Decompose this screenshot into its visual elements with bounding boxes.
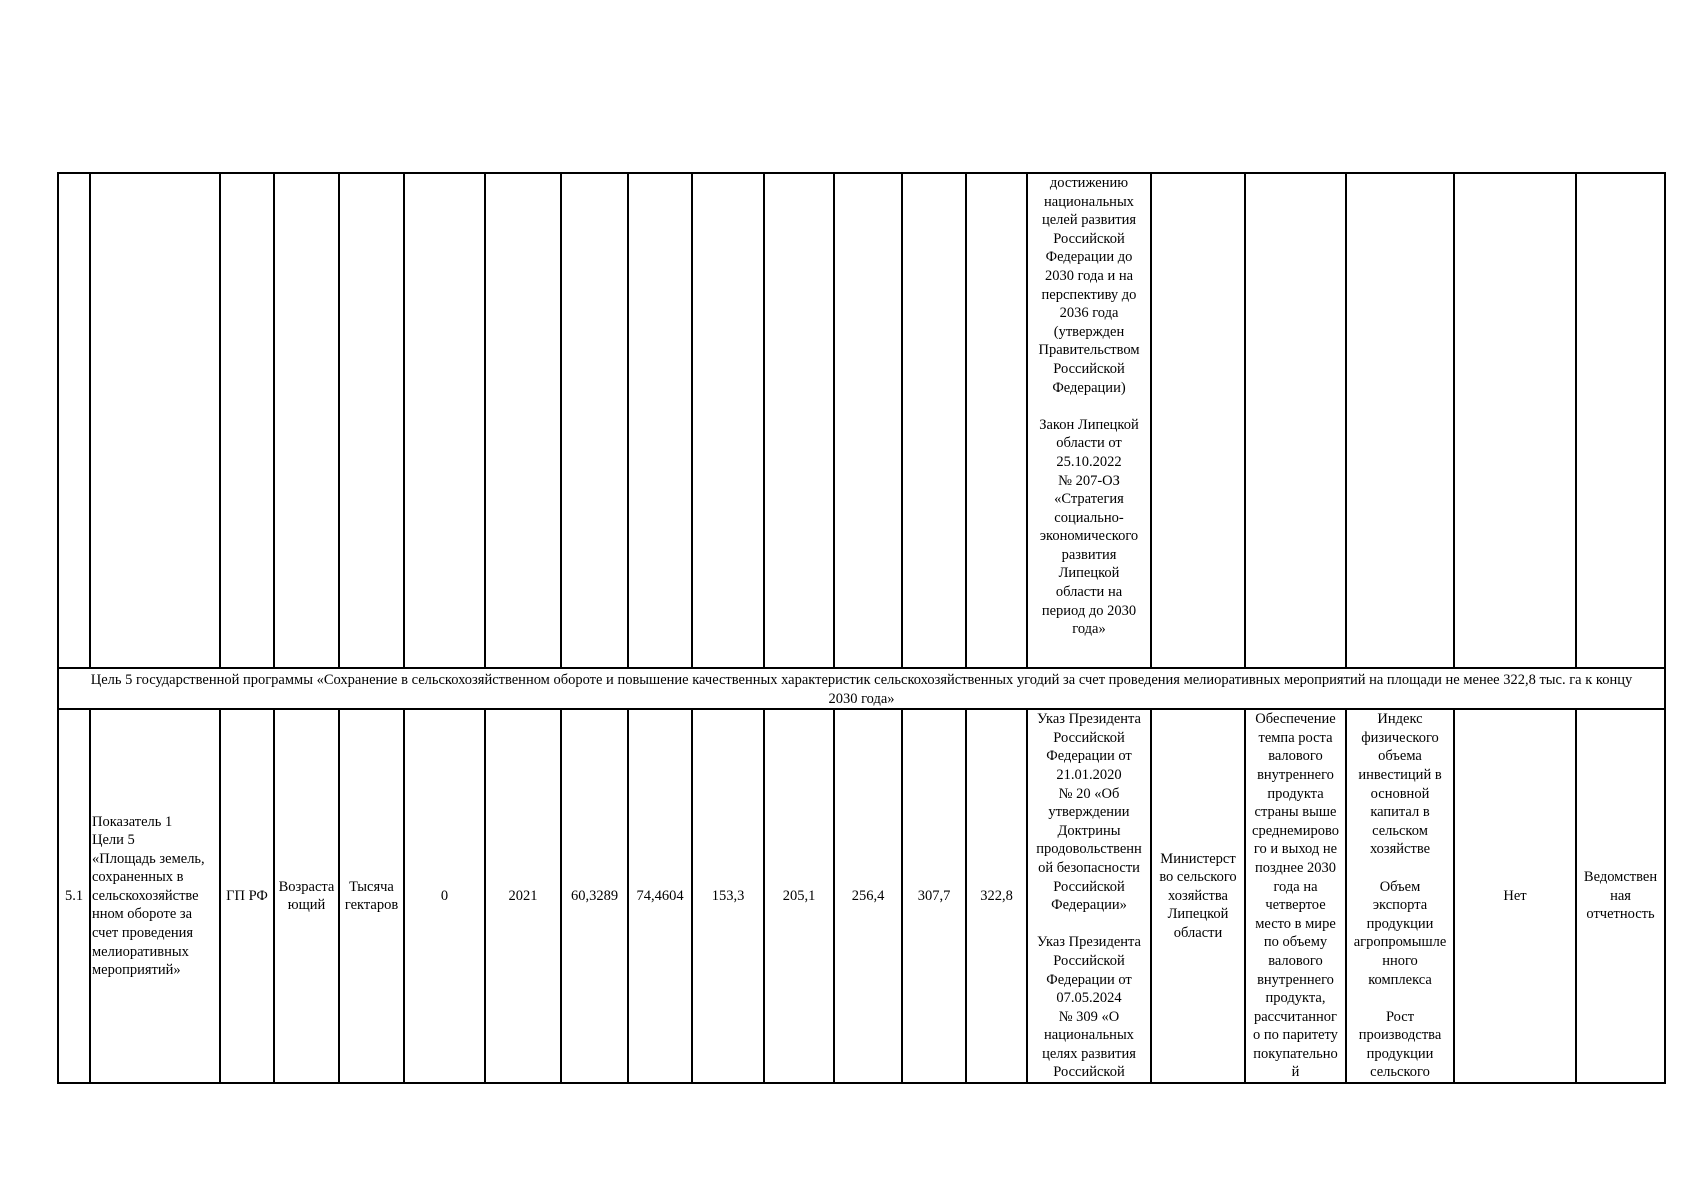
empty-cell xyxy=(1346,173,1454,668)
value-cell: 256,4 xyxy=(834,709,902,1083)
indicators-table xyxy=(57,172,1666,1084)
indicator-trend-cell: Возраста ющий xyxy=(274,709,339,1083)
value-cell: 153,3 xyxy=(692,709,764,1083)
source-cell: Ведомствен ная отчетность xyxy=(1576,709,1665,1083)
documents-continuation-cell: достижению национальных целей развития Российской Федерации до 2030 года и на перспективу до 2036 года (утвержден Правительством Российской Федерации) Закон Липецкой области от 25.10.2022 № 207-ОЗ «Стратегия социально- экономического развития Липецкой области на период до 2030 года» xyxy=(1027,173,1151,668)
empty-cell xyxy=(404,173,485,668)
value-cell: 60,3289 xyxy=(561,709,628,1083)
indicator-number-cell: 5.1 xyxy=(58,709,90,1083)
empty-cell xyxy=(692,173,764,668)
goal-row xyxy=(58,668,1665,709)
continuation-row xyxy=(58,173,1665,668)
value-cell: 205,1 xyxy=(764,709,834,1083)
empty-cell xyxy=(220,173,274,668)
value-cell: 322,8 xyxy=(966,709,1027,1083)
empty-cell xyxy=(834,173,902,668)
indicator-name-cell: Показатель 1 Цели 5 «Площадь земель, сохраненных в сельскохозяйстве нном обороте за счет проведения мелиоративных мероприятий» xyxy=(90,709,220,1083)
empty-cell xyxy=(1245,173,1346,668)
base-value-cell: 0 xyxy=(404,709,485,1083)
value-cell: 307,7 xyxy=(902,709,966,1083)
empty-cell xyxy=(90,173,220,668)
responsible-cell: Министерст во сельского хозяйства Липецкой области xyxy=(1151,709,1245,1083)
documents-cell: Указ Президента Российской Федерации от 21.01.2020 № 20 «Об утверждении Доктрины продовольственн ой безопасности Российской Федерации» Указ Президента Российской Федерации от 07.05.2024 № 309 «О национальных целях развития Российской xyxy=(1027,709,1151,1083)
value-cell: 74,4604 xyxy=(628,709,692,1083)
empty-cell xyxy=(561,173,628,668)
empty-cell xyxy=(1576,173,1665,668)
empty-cell xyxy=(628,173,692,668)
related-indicators-cell: Индекс физического объема инвестиций в основной капитал в сельском хозяйстве Объем экспорта продукции агропромышле нного комплекса Рост производства продукции сельского xyxy=(1346,709,1454,1083)
empty-cell xyxy=(274,173,339,668)
empty-cell xyxy=(339,173,404,668)
goal-5-cell: Цель 5 государственной программы «Сохранение в сельскохозяйственном обороте и повышение качественных характеристик сельскохозяйственных угодий за счет проведения мелиоративных мероприятий на площади не менее 322,8 тыс. га к концу 2030 года» xyxy=(58,668,1665,709)
indicator-row xyxy=(58,709,1665,1083)
empty-cell xyxy=(485,173,561,668)
national-goal-cell: Обеспечение темпа роста валового внутреннего продукта страны выше среднемирово го и выход не позднее 2030 года на четвертое место в мире по объему валового внутреннего продукта, рассчитанног о по паритету покупательно й xyxy=(1245,709,1346,1083)
base-year-cell: 2021 xyxy=(485,709,561,1083)
empty-cell xyxy=(58,173,90,668)
empty-cell xyxy=(1454,173,1576,668)
empty-cell xyxy=(1151,173,1245,668)
empty-cell xyxy=(764,173,834,668)
info-system-cell: Нет xyxy=(1454,709,1576,1083)
empty-cell xyxy=(902,173,966,668)
indicator-unit-cell: Тысяча гектаров xyxy=(339,709,404,1083)
empty-cell xyxy=(966,173,1027,668)
indicator-level-cell: ГП РФ xyxy=(220,709,274,1083)
